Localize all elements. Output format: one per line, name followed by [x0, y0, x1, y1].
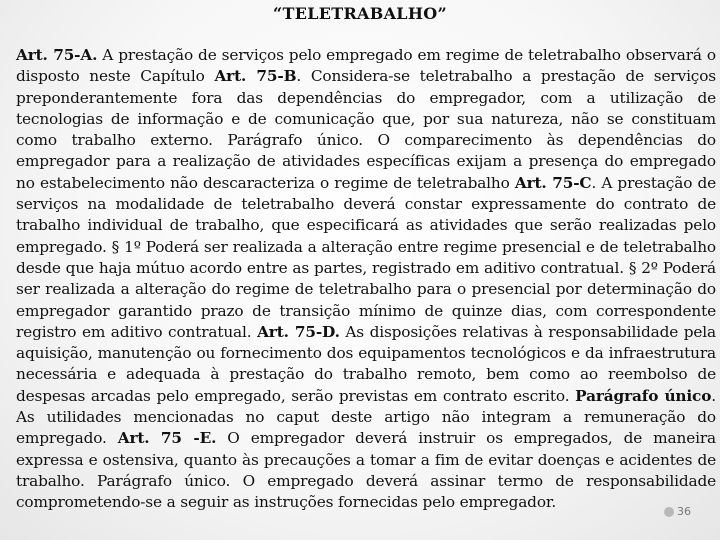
- article-text: [16, 45, 716, 514]
- article-75a-label: Art. 75-A.: [16, 46, 98, 64]
- page-number: [664, 505, 691, 518]
- paragrafo-unico-text: . As utilidades mencionadas no caput deste artigo não integram a remuneração do empregado.: [16, 386, 716, 448]
- article-75b-label: Art. 75-B: [214, 67, 297, 86]
- slide-title: “TELETRABALHO”: [272, 4, 447, 23]
- article-75a-text: A prestação de serviços pelo empregado em regime de teletrabalho observará o disposto neste Capítulo: [16, 46, 716, 86]
- article-75d-text: As disposições relativas à responsabilidade pela aquisição, manutenção ou fornecimento dos equipamentos tecnológicos e da infraestrutura necessária e adequada à prestação do trabalho remoto, bem como ao reembolso de despesas arcadas pelo empregado, serão previstas em contrato escrito.: [16, 322, 717, 405]
- article-75c-label: Art. 75-C: [514, 173, 592, 192]
- article-75e-label: Art. 75 -E.: [117, 429, 217, 448]
- page-number-text: 36: [677, 505, 691, 518]
- paragrafo-unico-label: Parágrafo único: [575, 386, 712, 405]
- article-75b-text: . Considera-se teletrabalho a prestação de serviços preponderantemente fora das dependências do empregador, com a utilização de tecnologias de informação e de comunicação que, por sua natureza, não se constituam como trabalho externo. Parágrafo único. O comparecimento às dependências do empregador para a realização de atividades específicas exijam a presença do empregado no estabelecimento não descaracteriza o regime de teletrabalho: [16, 67, 716, 192]
- article-75c-text: . A prestação de serviços na modalidade de teletrabalho deverá constar expressamente do contrato de trabalho individual de trabalho, que especificará as atividades que serão realizadas pelo empregado. § 1º Poderá ser realizada a alteração entre regime presencial e de teletrabalho desde que haja mútuo acordo entre as partes, registrado em aditivo contratual. § 2º Poderá ser realizada a alteração do regime de teletrabalho para o presencial por determinação do empregador garantido prazo de transição mínimo de quinze dias, com correspondente registro em aditivo contratual.: [16, 173, 716, 341]
- page-dot-icon: [664, 507, 674, 517]
- article-75d-label: Art. 75-D.: [257, 322, 340, 341]
- article-75e-text: O empregador deverá instruir os empregados, de maneira expressa e ostensiva, quanto às precauções a tomar a fim de evitar doenças e acidentes de trabalho. Parágrafo único. O empregado deverá assinar termo de responsabilidade comprometendo-se a seguir as instruções fornecidas pelo empregador.: [16, 429, 716, 512]
